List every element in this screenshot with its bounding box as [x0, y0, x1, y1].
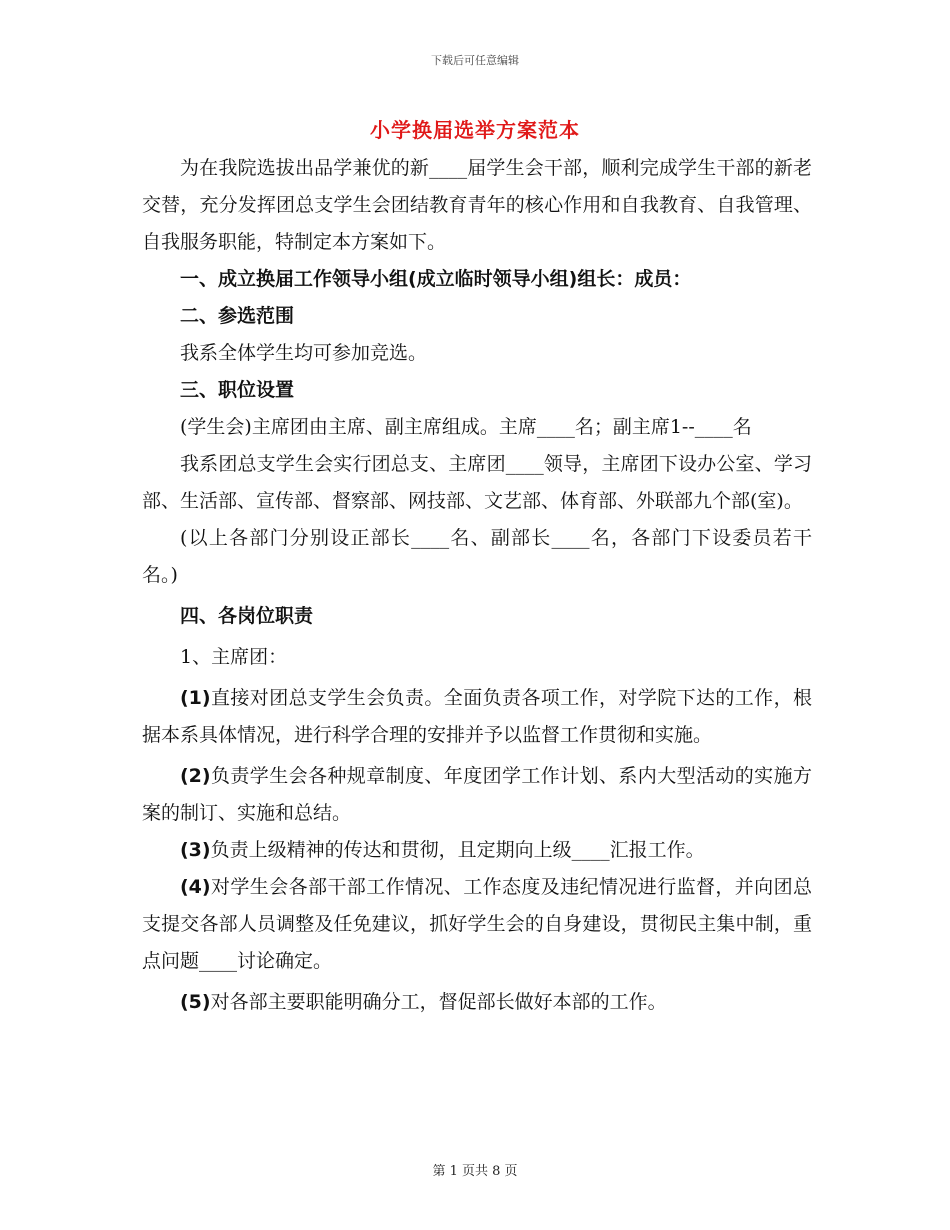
- header-note: 下载后可任意编辑: [431, 54, 519, 67]
- document-title: 小学换届选举方案范本: [370, 118, 580, 142]
- section-4-subheading-1: 1、主席团：: [180, 646, 288, 668]
- document-body: [142, 150, 812, 1021]
- page-number: 第 1 页共 8 页: [432, 1164, 518, 1179]
- duty-text: 负责学生会各种规章制度、年度团学工作计划、系内大型活动的实施方案的制订、实施和总结。: [142, 765, 812, 824]
- duty-number: (3): [180, 839, 211, 861]
- section-heading-2: 二、参选范围: [180, 305, 295, 327]
- duty-text: 直接对团总支学生会负责。全面负责各项工作，对学院下达的工作，根据本系具体情况，进行科学合理的安排并予以监督工作贯彻和实施。: [142, 687, 812, 746]
- duty-text: 对学生会各部干部工作情况、工作态度及违纪情况进行监督，并向团总支提交各部人员调整及任免建议，抓好学生会的自身建设，贯彻民主集中制，重点问题____讨论确定。: [142, 876, 812, 972]
- duty-text: 对各部主要职能明确分工，督促部长做好本部的工作。: [210, 991, 667, 1013]
- duty-item: [142, 984, 812, 1021]
- duty-number: (4): [180, 876, 211, 898]
- section-heading-3: 三、职位设置: [180, 379, 295, 401]
- duty-item: [142, 680, 812, 754]
- duty-number: (1): [180, 687, 211, 709]
- duty-number: (2): [180, 765, 211, 787]
- duty-item: [142, 758, 812, 832]
- section-3-paragraph-1: (学生会)主席团由主席、副主席组成。主席____名；副主席1--____名: [180, 416, 752, 438]
- section-heading-4: 四、各岗位职责: [180, 605, 314, 627]
- section-heading-1: 一、成立换届工作领导小组(成立临时领导小组)组长：成员：: [180, 268, 692, 290]
- intro-paragraph: 为在我院选拔出品学兼优的新____届学生会干部，顺利完成学生干部的新老交替，充分发挥团总支学生会团结教育青年的核心作用和自我教育、自我管理、自我服务职能，特制定本方案如下。: [142, 157, 812, 253]
- section-2-text: 我系全体学生均可参加竞选。: [180, 342, 428, 364]
- duty-item: [142, 832, 812, 869]
- duty-item: [142, 869, 812, 980]
- duty-text: 负责上级精神的传达和贯彻，且定期向上级____汇报工作。: [210, 839, 705, 861]
- duty-number: (5): [180, 991, 211, 1013]
- section-3-paragraph-2: 我系团总支学生会实行团总支、主席团____领导，主席团下设办公室、学习部、生活部、宣传部、督察部、网技部、文艺部、体育部、外联部九个部(室)。: [142, 453, 812, 512]
- section-3-paragraph-3: (以上各部门分别设正部长____名、副部长____名，各部门下设委员若干名。): [142, 527, 812, 586]
